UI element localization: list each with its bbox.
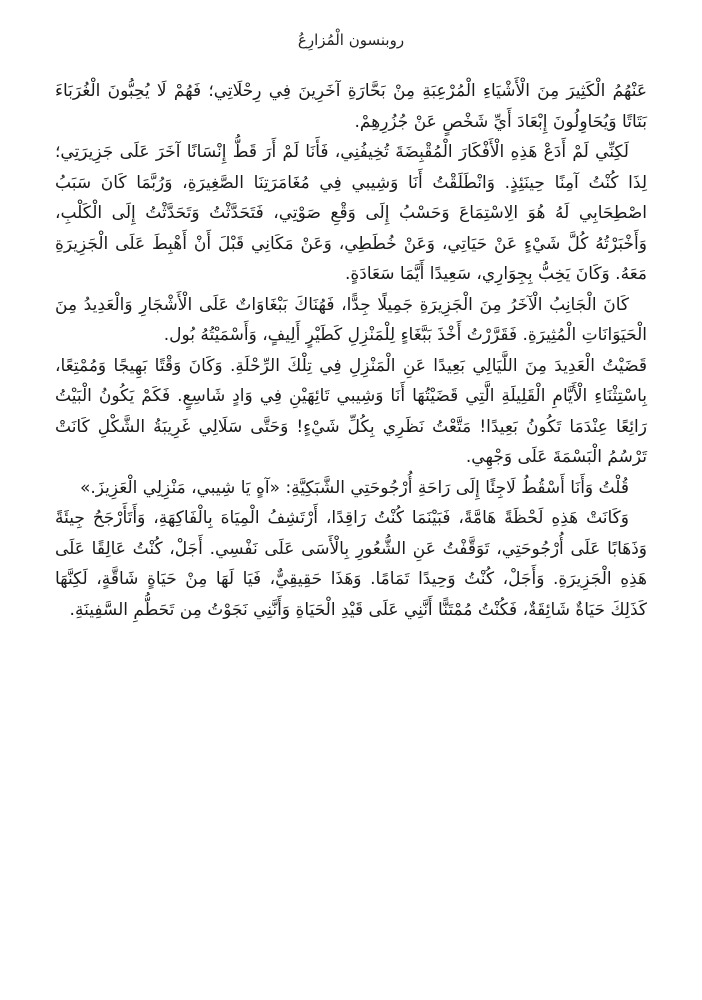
paragraph-other-side: كَانَ الْجَانِبُ الْآخَرُ مِنَ الْجَزِيرَةِ جَمِيلًا جِدًّا، فَهُنَاكَ بَبْغَاوَاتٌ عَلَى الْأَشْجَارِ وَالْعَدِيدُ مِنَ الْحَيَوَانَاتِ الْمُثِيرَةِ. فَقَرَّرْتُ أَخْذَ بَبَّغَاءٍ لِلْمَنْزِلِ كَطَيْرٍ أَلِيفٍ، وَأَسْمَيْتُهُ بُول. [55,294,647,345]
paragraph-nights-away: قَضَيْتُ الْعَدِيدَ مِنَ اللَّيَالِي بَعِيدًا عَنِ الْمَنْزِلِ فِي تِلْكَ الرِّحْلَةِ. وَكَانَ وَقْتًا بَهِيجًا وَمُمْتِعًا، بِاسْتِثْنَاءِ الْأَيَّامِ الْقَلِيلَةِ الَّتِي قَضَيْتُهَا أَنَا وَشِيبي تَائِهَيْنِ فِي وَادٍ شَاسِعٍ. فَكَمْ يَكُونُ الْبَيْتُ رَائِعًا عِنْدَمَا تَكُونُ بَعِيدًا! مَتَّعْتُ نَظَرِي بِكُلِّ شَيْءٍ! وَحَتَّى سَلَالِي غَرِيبَةُ الشَّكْلِ كَانَتْ تَرْسُمُ الْبَسْمَةَ عَلَى وَجْهِي. [55,355,647,467]
body-text [55,76,647,625]
running-header-title: روبنسون الْمُزارِعُ [297,31,405,49]
paragraph-fears: لَكِنِّي لَمْ أَدَعْ هَذِهِ الْأَفْكَارَ الْمُقْبِضَةَ تُخِيفُنِي، فَأَنَا لَمْ أَرَ قَطُّ إِنْسَانًا آخَرَ عَلَى جَزِيرَتِي؛ لِذَا كُنْتُ آمِنًا حِينَئِذٍ. وَانْطَلَقْتُ أَنَا وَشِيبي فِي مُغَامَرَتِنَا الصَّغِيرَةِ، وَرُبَّمَا كَانَ سَبَبُ اصْطِحَابِي لَهُ هُوَ الِاسْتِمَاعَ وَحَسْبُ إِلَى وَقْعِ صَوْتِي، فَتَحَدَّثْتُ وَتَحَدَّثْتُ إِلَى الْكَلْبِ، وَأَخْبَرْتُهُ كُلَّ شَيْءٍ عَنْ حَيَاتِي، وَعَنْ خُطَطِي، وَعَنْ مَكَانِي قَبْلَ أَنْ أَهْبِطَ عَلَى الْجَزِيرَةِ مَعَهُ. وَكَانَ يَخِبُّ بِجِوَارِي، سَعِيدًا أَيَّمَا سَعَادَةٍ. [55,142,647,284]
paragraph-hammock-quote: قُلْتُ وَأَنَا أَسْقُطُ لَاجِئًا إِلَى رَاحَةِ أُرْجُوحَتِي الشَّبَكِيَّةِ: «آهٍ يَا شِيبي، مَنْزِلِي الْعَزِيزَ.» [79,477,629,498]
paragraph-continuation: عَنْهُمُ الْكَثِيرَ مِنَ الْأَشْيَاءِ الْمُرْعِبَةِ مِنْ بَحَّارَةِ آخَرِينَ فِي رِحْلَاتِي؛ فَهُمْ لَا يُحِبُّونَ الْغُرَبَاءَ بَتَاتًا وَيُحَاوِلُونَ إِبْعَادَ أَيِّ شَخْصٍ عَنْ جُزُرِهِمْ. [55,81,647,132]
paragraph-important-moment: وَكَانَتْ هَذِهِ لَحْظَةً هَامَّةً، فَبَيْنَمَا كُنْتُ رَاقِدًا، أَرْتَشِفُ الْمِيَاهَ بِالْفَاكِهَةِ، وَأَتَأَرْجَحُ جِيئَةً وَذَهَابًا عَلَى أُرْجُوحَتِي، تَوَقَّفْتُ عَنِ الشُّعُورِ بِالْأَسَى عَلَى نَفْسِي. أَجَلْ، كُنْتُ عَالِقًا عَلَى هَذِهِ الْجَزِيرَةِ. وَأَجَلْ، كُنْتُ وَحِيدًا تَمَامًا. وَهَذَا حَقِيقِيٌّ، فَيَا لَهَا مِنْ حَيَاةٍ شَاقَّةٍ، لَكِنَّهَا كَذَلِكَ حَيَاةٌ شَائِقَةٌ، فَكُنْتُ مُمْتَنًّا أَنَّنِي عَلَى قَيْدِ الْحَيَاةِ وَأَنَّنِي نَجَوْتُ مِن تَحَطُّمِ السَّفِينَةِ. [55,508,647,620]
